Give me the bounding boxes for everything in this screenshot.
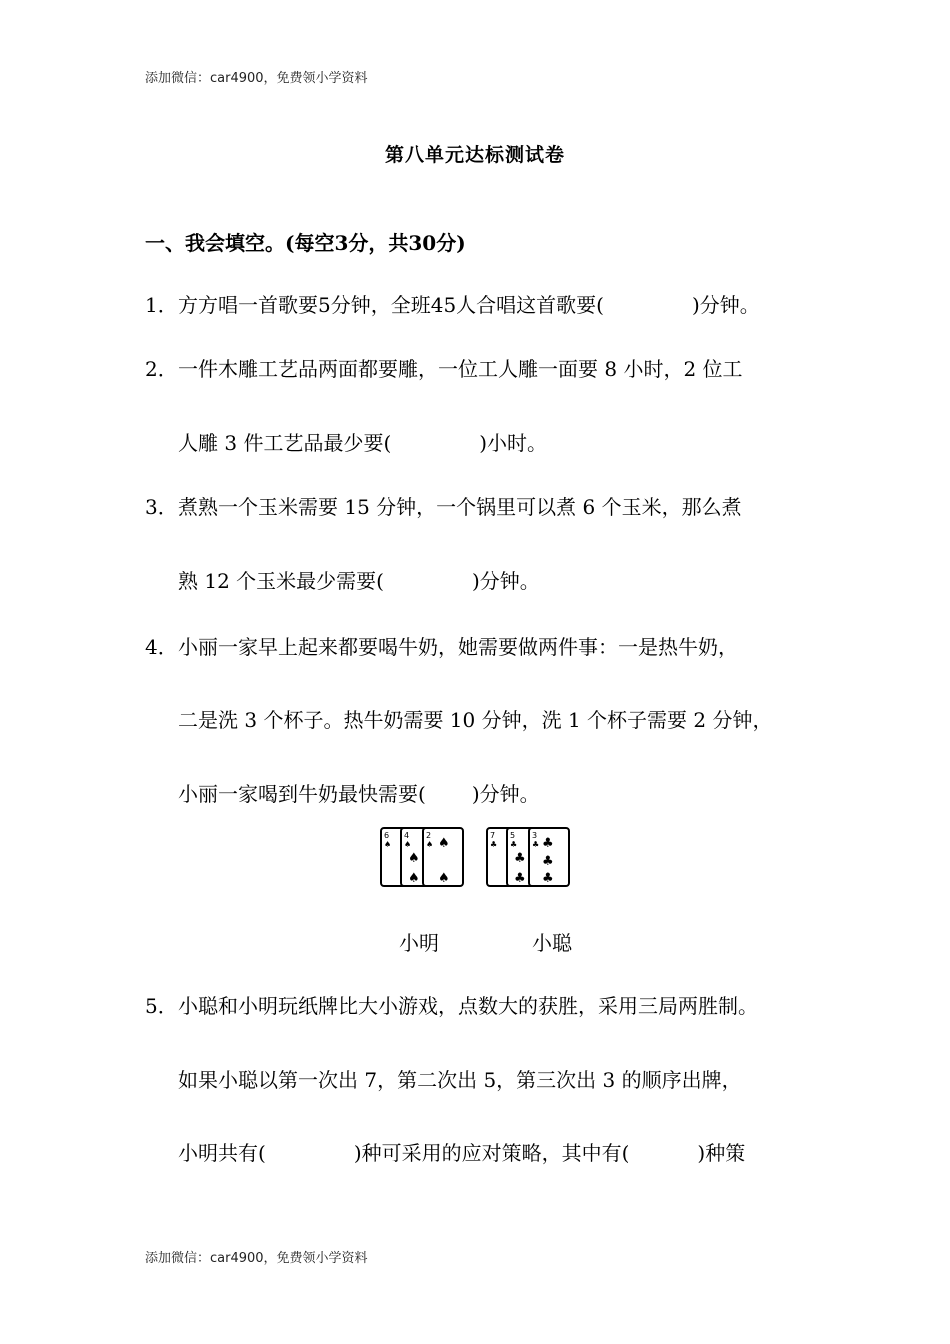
q1-number: 1． bbox=[145, 293, 178, 317]
q3-number: 3． bbox=[145, 495, 178, 519]
q2-text-a: 人雕 3 件工艺品最少要( bbox=[178, 431, 392, 455]
card-rank: 3 bbox=[532, 831, 538, 840]
card-xiaocong-3 bbox=[529, 828, 569, 886]
q4-number: 4． bbox=[145, 635, 178, 659]
q1-text bbox=[178, 289, 760, 318]
club-icon: ♣ bbox=[542, 871, 554, 886]
card-rank: 2 bbox=[426, 831, 432, 840]
q4-line1: 小丽一家早上起来都要喝牛奶，她需要做两件事：一是热牛奶， bbox=[178, 635, 738, 659]
q1-text-b: )分钟。 bbox=[691, 293, 760, 317]
card-rank: 5 bbox=[510, 831, 516, 840]
section-heading: 一、我会填空。(每空3分，共30分) bbox=[145, 231, 466, 255]
q3-text-b: )分钟。 bbox=[471, 569, 540, 593]
page-title: 第八单元达标测试卷 bbox=[384, 144, 565, 166]
q2-line2 bbox=[178, 427, 547, 456]
card-xiaoming-3 bbox=[423, 828, 463, 886]
spade-icon: ♠ bbox=[426, 840, 434, 849]
q2-text-b: )小时。 bbox=[479, 431, 548, 455]
club-icon: ♣ bbox=[490, 840, 498, 849]
spade-icon: ♠ bbox=[438, 871, 450, 886]
card-rank: 6 bbox=[384, 831, 390, 840]
xiaocong-cards bbox=[486, 827, 572, 889]
club-icon: ♣ bbox=[532, 840, 540, 849]
q4-line3 bbox=[178, 778, 540, 807]
q3-line1: 煮熟一个玉米需要 15 分钟，一个锅里可以煮 6 个玉米，那么煮 bbox=[178, 495, 742, 519]
club-icon: ♣ bbox=[514, 871, 526, 886]
spade-icon: ♠ bbox=[408, 871, 420, 886]
q5-line3 bbox=[178, 1137, 745, 1166]
q3-text-a: 熟 12 个玉米最少需要( bbox=[178, 569, 384, 593]
card-rank: 4 bbox=[404, 831, 410, 840]
q4-line2: 二是洗 3 个杯子。热牛奶需要 10 分钟，洗 1 个杯子需要 2 分钟， bbox=[178, 708, 773, 732]
spade-icon: ♠ bbox=[404, 840, 412, 849]
q1-text-a: 方方唱一首歌要5分钟，全班45人合唱这首歌要( bbox=[178, 293, 604, 317]
header-note: 添加微信：car4900，免费领小学资料 bbox=[145, 71, 368, 86]
club-icon: ♣ bbox=[542, 854, 554, 869]
q5-line2: 如果小聪以第一次出 7，第二次出 5，第三次出 3 的顺序出牌， bbox=[178, 1068, 742, 1092]
xiaoming-cards bbox=[380, 827, 466, 889]
q5-text-a: 小明共有( bbox=[178, 1141, 266, 1165]
q4-text-a: 小丽一家喝到牛奶最快需要( bbox=[178, 782, 426, 806]
spade-icon: ♠ bbox=[408, 851, 420, 866]
q5-number: 5． bbox=[145, 994, 178, 1018]
q5-text-c: )种策 bbox=[697, 1141, 746, 1165]
q2-number: 2． bbox=[145, 357, 178, 381]
spade-icon: ♠ bbox=[384, 840, 392, 849]
label-xiaocong: 小聪 bbox=[532, 931, 572, 955]
footer-note: 添加微信：car4900，免费领小学资料 bbox=[145, 1251, 368, 1266]
q5-text-b: )种可采用的应对策略，其中有( bbox=[353, 1141, 630, 1165]
card-rank: 7 bbox=[490, 831, 496, 840]
q5-line1: 小聪和小明玩纸牌比大小游戏，点数大的获胜，采用三局两胜制。 bbox=[178, 994, 758, 1018]
spade-icon: ♠ bbox=[438, 836, 450, 851]
club-icon: ♣ bbox=[542, 836, 554, 851]
club-icon: ♣ bbox=[514, 851, 526, 866]
club-icon: ♣ bbox=[510, 840, 518, 849]
label-xiaoming: 小明 bbox=[399, 931, 439, 955]
q2-line1: 一件木雕工艺品两面都要雕，一位工人雕一面要 8 小时，2 位工 bbox=[178, 357, 743, 381]
q3-line2 bbox=[178, 565, 540, 594]
q4-text-b: )分钟。 bbox=[471, 782, 540, 806]
